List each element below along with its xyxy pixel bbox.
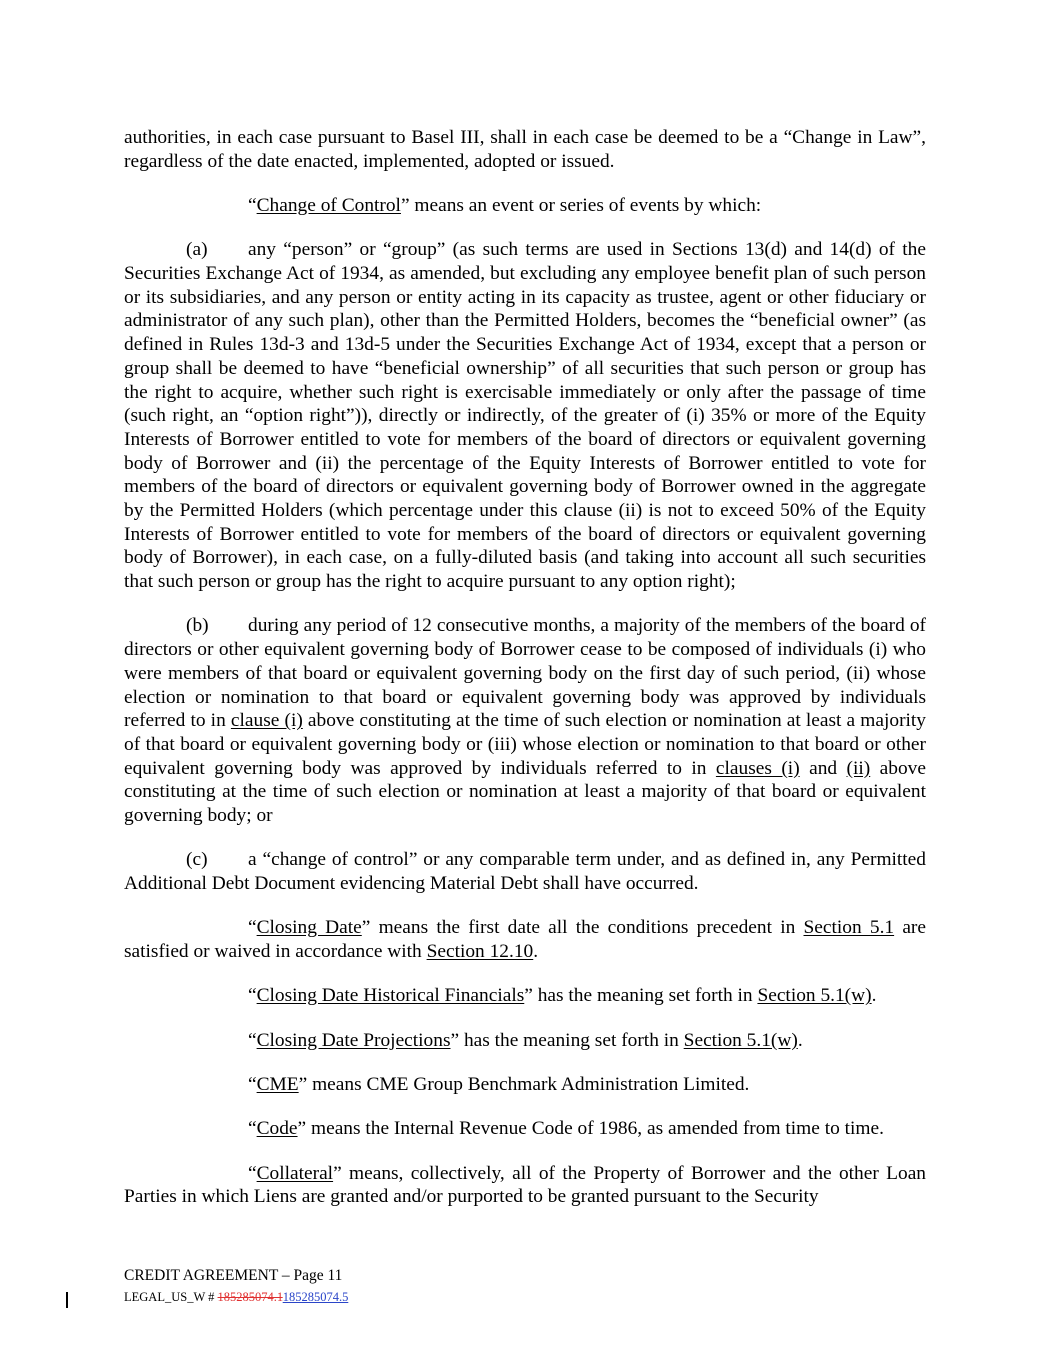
cross-reference: Section 5.1(w) <box>683 1029 798 1051</box>
page-footer <box>124 1266 348 1306</box>
cross-reference: Section 5.1 <box>803 917 895 939</box>
defined-term: CME <box>256 1073 299 1095</box>
clause-b: (b) during any period of 12 consecutive months, a majority of the members of the board of directors or other equivalent governing body of Borrower cease to be composed of individuals (i) who were members of that board or equivalent governing body on the first day of such period, (ii) whose election or nomination to that board or equivalent governing body was approved by individuals referred to in clause (i) above constituting at the time of such election or nomination at least a majority of that board or equivalent governing body or (iii) whose election or nomination to that board or other equivalent governing body was approved by individuals referred to in clauses (i) and (ii) above constituting at the time of such election or nomination at least a majority of that board or equivalent governing body; or <box>124 615 926 827</box>
definition-closing-date-historical-financials: “Closing Date Historical Financials” has the meaning set forth in Section 5.1(w). <box>248 985 877 1007</box>
definition-change-of-control: “Change of Control” means an event or series of events by which: <box>248 195 762 216</box>
definition-cme: “CME” means CME Group Benchmark Administration Limited. <box>248 1073 750 1095</box>
defined-term: Closing Date <box>256 917 362 939</box>
defined-term: Closing Date Historical Financials <box>256 985 525 1007</box>
clause-a: (a) any “person” or “group” (as such terms are used in Sections 13(d) and 14(d) of the Securities Exchange Act of 1934, as amended, but excluding any employee benefit plan of such person or its subsidiaries, and any person or entity acting in its capacity as trustee, agent or other fiduciary or administrator of any such plan), other than the Permitted Holders, becomes the “beneficial owner” (as defined in Rules 13d-3 and 13d-5 under the Securities Exchange Act of 1934, except that a person or group shall be deemed to have “beneficial ownership” of all securities that such person or group has the right to acquire, whether such right is exercisable immediately or only after the passage of time (such right, an “option right”)), directly or indirectly, of the greater of (i) 35% or more of the Equity Interests of Borrower entitled to vote for members of the board of directors or equivalent governing body of Borrower and (ii) the percentage of the Equity Interests of Borrower entitled to vote for members of the board of directors or equivalent governing body of Borrower owned in the aggregate by the Permitted Holders (which percentage under this clause (ii) is not to exceed 50% of the Equity Interests of Borrower entitled to vote for members of the board of directors or equivalent governing body of Borrower), in each case, on a fully-diluted basis (and taking into account all such securities that such person or group has the right to acquire pursuant to any option right); <box>124 239 926 593</box>
clause-label: (a) <box>186 239 208 261</box>
cross-reference: Section 5.1(w) <box>757 985 872 1007</box>
cross-reference: (ii) <box>846 757 871 779</box>
cross-reference: Section 12.10 <box>426 941 534 963</box>
defined-term: Collateral <box>256 1162 334 1184</box>
cross-reference: clause (i) <box>230 710 303 732</box>
revision-change-bar <box>66 1292 68 1308</box>
document-page <box>124 126 926 1209</box>
document-id: LEGAL_US_W # 185285074.1185285074.5 <box>124 1290 349 1304</box>
definition-code: “Code” means the Internal Revenue Code of 1986, as amended from time to time. <box>248 1118 884 1140</box>
clause-label: (c) <box>186 849 208 871</box>
definition-collateral: “Collateral” means, collectively, all of the Property of Borrower and the other Loan Parties in which Liens are granted and/or purported to be granted pursuant to the Security <box>124 1162 926 1208</box>
defined-term: Closing Date Projections <box>256 1029 451 1051</box>
defined-term: Code <box>256 1118 298 1140</box>
cross-reference: clauses (i) <box>715 757 800 779</box>
footer-title: CREDIT AGREEMENT – Page 11 <box>124 1267 343 1284</box>
definition-closing-date: “Closing Date” means the first date all the conditions precedent in Section 5.1 are satisfied or waived in accordance with Section 12.10. <box>124 917 926 963</box>
clause-c: (c) a “change of control” or any comparable term under, and as defined in, any Permitted Additional Debt Document evidencing Material Debt shall have occurred. <box>124 849 926 895</box>
inserted-document-id: 185285074.5 <box>282 1290 349 1304</box>
deleted-document-id: 185285074.1 <box>217 1290 283 1304</box>
definition-closing-date-projections: “Closing Date Projections” has the meaning set forth in Section 5.1(w). <box>248 1029 803 1051</box>
clause-label: (b) <box>186 615 209 637</box>
defined-term: Change of Control <box>256 195 401 216</box>
paragraph-change-in-law-continued: authorities, in each case pursuant to Basel III, shall in each case be deemed to be a “Change in Law”, regardless of the date enacted, implemented, adopted or issued. <box>124 127 926 172</box>
